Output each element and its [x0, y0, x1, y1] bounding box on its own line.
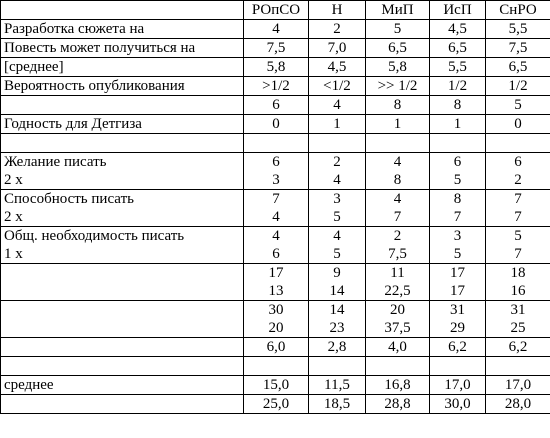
- cell-value: [312, 357, 362, 375]
- cell-value: 6: [272, 154, 280, 170]
- value-cell-snro: [486, 77, 550, 96]
- value-cell-isp: [430, 395, 486, 414]
- cell-value: 5: [453, 172, 462, 188]
- cell-value: 7: [453, 209, 462, 225]
- cell-value: 6,2: [508, 339, 528, 355]
- cell-value: 4: [272, 21, 280, 37]
- cell-value: 4,5: [327, 59, 347, 75]
- cell-value: 29: [450, 320, 465, 336]
- value-cell-snro: [486, 338, 550, 357]
- cell-value: 6: [272, 246, 280, 262]
- value-cell-isp: [430, 376, 486, 395]
- cell-value: 30: [268, 302, 284, 318]
- cell-value: 30,0: [444, 396, 471, 412]
- cell-value: 16,8: [384, 377, 411, 393]
- cell-value: 2: [514, 172, 522, 188]
- cell-value: 7,5: [508, 40, 528, 56]
- cell-value: 4: [333, 97, 341, 113]
- value-cell-snro: [486, 96, 550, 115]
- cell-value: 20: [268, 320, 284, 336]
- value-cell-mip: [366, 376, 430, 395]
- row-label-cell: [1, 190, 244, 227]
- cell-value: 18,5: [323, 396, 351, 412]
- row-label: Разработка сюжета на: [4, 21, 145, 37]
- cell-value: >1/2: [262, 78, 290, 94]
- table-row: [1, 58, 550, 77]
- value-cell-ropso: [244, 58, 309, 77]
- cell-value: [369, 134, 426, 152]
- row-label: 2 х: [4, 172, 23, 188]
- value-cell-isp: [430, 264, 486, 301]
- table-row: [1, 395, 550, 414]
- value-cell-mip: [366, 96, 430, 115]
- value-cell-mip: [366, 264, 430, 301]
- cell-value: 14: [329, 283, 345, 299]
- cell-value: 2: [393, 228, 402, 244]
- cell-value: 37,5: [384, 320, 411, 336]
- value-cell-isp: [430, 190, 486, 227]
- value-cell-ropso: [244, 20, 309, 39]
- value-cell-mip: [366, 395, 430, 414]
- table-row: [1, 134, 550, 153]
- table-row: [1, 301, 550, 338]
- value-cell-isp: [430, 39, 486, 58]
- value-cell-n: [309, 96, 366, 115]
- value-cell-ropso: [244, 39, 309, 58]
- row-label-cell: [1, 39, 244, 58]
- value-cell-snro: [486, 357, 550, 376]
- table-row: [1, 115, 550, 134]
- row-label-cell: [1, 58, 244, 77]
- row-label-cell: [1, 77, 244, 96]
- row-label: 2 х: [4, 209, 23, 225]
- cell-value: [489, 134, 547, 152]
- value-cell-n: [309, 115, 366, 134]
- table-row: [1, 338, 550, 357]
- value-cell-n: [309, 153, 366, 190]
- value-cell-n: [309, 227, 366, 264]
- cell-value: 20: [390, 302, 405, 318]
- cell-value: 2: [333, 21, 341, 37]
- value-cell-n: [309, 357, 366, 376]
- cell-value: 25: [510, 320, 526, 336]
- cell-value: [489, 357, 547, 375]
- value-cell-ropso: [244, 227, 309, 264]
- table-row: [1, 357, 550, 376]
- value-cell-n: [309, 376, 366, 395]
- row-label-cell: [1, 264, 244, 301]
- cell-value: 7,5: [388, 246, 407, 262]
- cell-value: 11,5: [324, 377, 350, 393]
- cell-value: 22,5: [384, 283, 411, 299]
- cell-value: 11: [390, 265, 405, 281]
- cell-value: 8: [393, 97, 402, 113]
- cell-value: 3: [453, 228, 462, 244]
- table-row: [1, 190, 550, 227]
- cell-value: 7: [272, 191, 280, 207]
- cell-value: 6,0: [266, 339, 286, 355]
- cell-value: [369, 357, 426, 375]
- value-cell-mip: [366, 153, 430, 190]
- value-cell-n: [309, 134, 366, 153]
- cell-value: 9: [333, 265, 341, 281]
- cell-value: 4: [393, 154, 402, 170]
- table-row: [1, 96, 550, 115]
- value-cell-isp: [430, 357, 486, 376]
- cell-value: 6,2: [448, 339, 467, 355]
- row-label: Вероятность опубликования: [4, 78, 185, 94]
- row-label: [4, 395, 240, 413]
- cell-value: 17: [268, 265, 284, 281]
- cell-value: 5: [514, 97, 522, 113]
- cell-value: 7: [393, 209, 402, 225]
- cell-value: 7: [514, 246, 522, 262]
- value-cell-n: [309, 395, 366, 414]
- value-cell-isp: [430, 96, 486, 115]
- value-cell-snro: [486, 20, 550, 39]
- cell-value: 3: [272, 172, 280, 188]
- cell-value: 0: [514, 116, 522, 132]
- cell-value: 31: [510, 302, 526, 318]
- value-cell-n: [309, 58, 366, 77]
- cell-value: 7: [514, 209, 522, 225]
- value-cell-n: [309, 20, 366, 39]
- value-cell-isp: [430, 58, 486, 77]
- cell-value: 4,5: [448, 21, 467, 37]
- header-cell-n: Н: [309, 1, 366, 20]
- row-label-cell: [1, 338, 244, 357]
- cell-value: 13: [268, 283, 284, 299]
- value-cell-n: [309, 39, 366, 58]
- value-cell-n: [309, 264, 366, 301]
- row-label-cell: [1, 357, 244, 376]
- cell-value: [247, 134, 305, 152]
- header-cell-label: [1, 1, 244, 20]
- cell-value: 2: [333, 154, 341, 170]
- row-label: [4, 134, 240, 152]
- value-cell-mip: [366, 58, 430, 77]
- value-cell-mip: [366, 39, 430, 58]
- table-row: [1, 376, 550, 395]
- value-cell-snro: [486, 58, 550, 77]
- row-label: Повесть может получиться на: [4, 40, 196, 56]
- value-cell-ropso: [244, 376, 309, 395]
- cell-value: 17,0: [504, 377, 532, 393]
- row-label: [4, 338, 240, 356]
- row-label-cell: [1, 20, 244, 39]
- cell-value: [312, 134, 362, 152]
- value-cell-isp: [430, 227, 486, 264]
- header-cell-ropso: РОпСО: [244, 1, 309, 20]
- cell-value: 7,0: [327, 40, 347, 56]
- table-row: [1, 20, 550, 39]
- cell-value: 28,8: [384, 396, 411, 412]
- cell-value: [433, 357, 482, 375]
- value-cell-snro: [486, 115, 550, 134]
- value-cell-isp: [430, 77, 486, 96]
- cell-value: 8: [453, 97, 462, 113]
- cell-value: 14: [329, 302, 345, 318]
- cell-value: 31: [450, 302, 465, 318]
- cell-value: 4,0: [388, 339, 407, 355]
- cell-value: [247, 357, 305, 375]
- cell-value: 17: [450, 283, 465, 299]
- row-label: [4, 357, 240, 375]
- cell-value: 2,8: [327, 339, 347, 355]
- table-row: [1, 39, 550, 58]
- cell-value: 4: [393, 191, 402, 207]
- row-label: 1 х: [4, 246, 23, 262]
- cell-value: 0: [272, 116, 280, 132]
- cell-value: 8: [453, 191, 462, 207]
- row-label: Желание писать: [4, 154, 107, 170]
- cell-value: 6,5: [388, 40, 407, 56]
- row-label-cell: [1, 227, 244, 264]
- cell-value: 1/2: [447, 78, 468, 94]
- cell-value: <1/2: [323, 78, 351, 94]
- table-row: [1, 153, 550, 190]
- cell-value: 5: [333, 246, 341, 262]
- value-cell-n: [309, 301, 366, 338]
- table-row: [1, 227, 550, 264]
- cell-value: 4: [333, 172, 341, 188]
- cell-value: 6: [514, 154, 522, 170]
- table-row: [1, 77, 550, 96]
- row-label-cell: [1, 153, 244, 190]
- cell-value: 6: [272, 97, 280, 113]
- value-cell-isp: [430, 115, 486, 134]
- cell-value: 18: [510, 265, 526, 281]
- cell-value: 5: [453, 246, 462, 262]
- cell-value: 5,8: [266, 59, 286, 75]
- cell-value: 17: [450, 265, 465, 281]
- header-row: [1, 1, 550, 20]
- cell-value: 6,5: [508, 59, 528, 75]
- value-cell-ropso: [244, 96, 309, 115]
- value-cell-n: [309, 338, 366, 357]
- value-cell-isp: [430, 134, 486, 153]
- cell-value: 1: [333, 116, 341, 132]
- cell-value: 5: [333, 209, 341, 225]
- row-label-cell: [1, 134, 244, 153]
- table-row: [1, 264, 550, 301]
- value-cell-ropso: [244, 153, 309, 190]
- value-cell-snro: [486, 39, 550, 58]
- value-cell-snro: [486, 227, 550, 264]
- value-cell-snro: [486, 264, 550, 301]
- row-label-cell: [1, 115, 244, 134]
- cell-value: 3: [333, 191, 341, 207]
- row-label-cell: [1, 301, 244, 338]
- cell-value: 4: [272, 209, 280, 225]
- row-label-cell: [1, 395, 244, 414]
- cell-value: 5,8: [388, 59, 407, 75]
- row-label: [4, 301, 240, 319]
- row-label: [4, 319, 240, 337]
- cell-value: 4: [333, 228, 341, 244]
- cell-value: 4: [272, 228, 280, 244]
- row-label: среднее: [4, 377, 54, 393]
- value-cell-mip: [366, 134, 430, 153]
- row-label: Годность для Детгиза: [4, 116, 142, 132]
- cell-value: >> 1/2: [377, 78, 418, 94]
- value-cell-isp: [430, 153, 486, 190]
- row-label-cell: [1, 376, 244, 395]
- cell-value: 25,0: [262, 396, 290, 412]
- value-cell-mip: [366, 115, 430, 134]
- value-cell-snro: [486, 153, 550, 190]
- header-cell-snro: СнРО: [486, 1, 550, 20]
- row-label-cell: [1, 96, 244, 115]
- row-label: [среднее]: [4, 59, 64, 75]
- cell-value: 23: [329, 320, 345, 336]
- cell-value: 5: [393, 21, 402, 37]
- value-cell-mip: [366, 357, 430, 376]
- value-cell-isp: [430, 338, 486, 357]
- row-label: Общ. необходимость писать: [4, 228, 185, 244]
- cell-value: 6: [453, 154, 462, 170]
- value-cell-mip: [366, 301, 430, 338]
- value-cell-mip: [366, 227, 430, 264]
- value-cell-ropso: [244, 338, 309, 357]
- cell-value: 7: [514, 191, 522, 207]
- cell-value: 1: [393, 116, 402, 132]
- row-label: Способность писать: [4, 191, 134, 207]
- value-cell-snro: [486, 301, 550, 338]
- cell-value: 15,0: [262, 377, 290, 393]
- value-cell-snro: [486, 376, 550, 395]
- cell-value: 6,5: [448, 40, 467, 56]
- cell-value: 5,5: [448, 59, 467, 75]
- value-cell-ropso: [244, 301, 309, 338]
- row-label: [4, 282, 240, 300]
- value-cell-mip: [366, 338, 430, 357]
- value-cell-ropso: [244, 264, 309, 301]
- value-cell-ropso: [244, 190, 309, 227]
- value-cell-ropso: [244, 134, 309, 153]
- value-cell-mip: [366, 20, 430, 39]
- cell-value: 1: [453, 116, 462, 132]
- cell-value: [433, 134, 482, 152]
- value-cell-ropso: [244, 395, 309, 414]
- cell-value: 7,5: [266, 40, 286, 56]
- value-cell-mip: [366, 77, 430, 96]
- row-label: [4, 264, 240, 282]
- cell-value: 1/2: [508, 78, 528, 94]
- value-cell-ropso: [244, 115, 309, 134]
- cell-value: 8: [393, 172, 402, 188]
- header-cell-mip: МиП: [366, 1, 430, 20]
- cell-value: 28,0: [504, 396, 532, 412]
- value-cell-isp: [430, 301, 486, 338]
- cell-value: 16: [510, 283, 526, 299]
- value-cell-ropso: [244, 77, 309, 96]
- value-cell-ropso: [244, 357, 309, 376]
- value-cell-n: [309, 190, 366, 227]
- cell-value: 17,0: [444, 377, 471, 393]
- value-cell-n: [309, 77, 366, 96]
- value-cell-isp: [430, 20, 486, 39]
- header-cell-isp: ИсП: [430, 1, 486, 20]
- row-label: [4, 96, 240, 114]
- value-cell-mip: [366, 190, 430, 227]
- table-body: [1, 20, 550, 414]
- cell-value: 5: [514, 228, 522, 244]
- value-cell-snro: [486, 190, 550, 227]
- cell-value: 5,5: [508, 21, 528, 37]
- value-cell-snro: [486, 395, 550, 414]
- value-cell-snro: [486, 134, 550, 153]
